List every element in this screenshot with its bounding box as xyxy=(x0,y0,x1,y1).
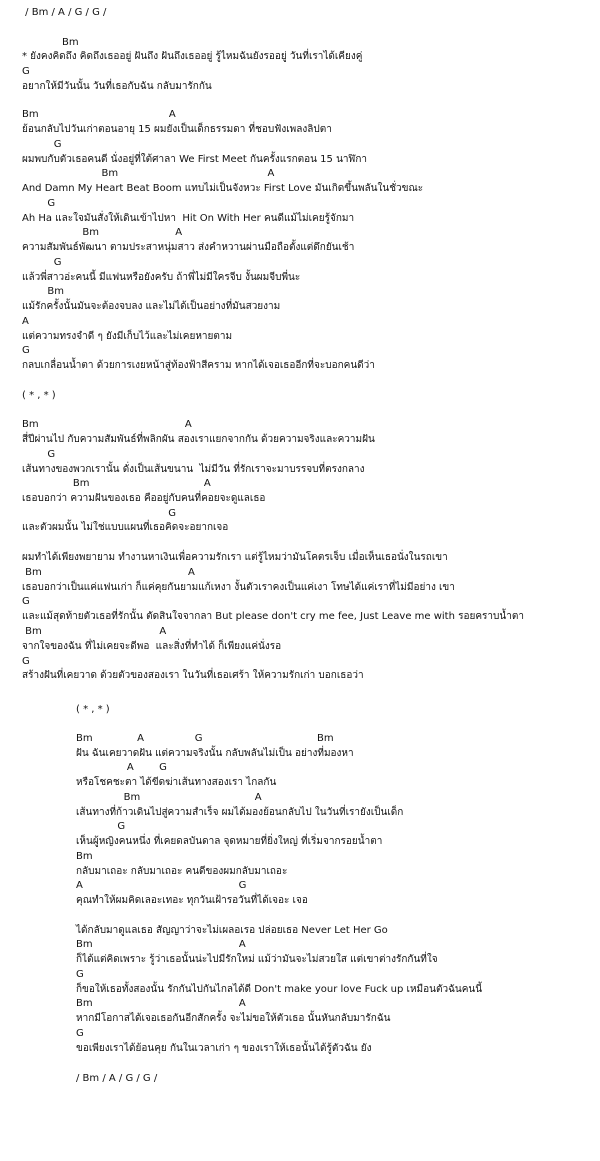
lyric-line: ผมทำได้เพียงพยายาม ทำงานหาเงินเพื่อความรักเรา แต่รู้ไหมว่ามันโคตรเจ็บ เมื่อเห็นเธอนั่งในรถเขา xyxy=(22,552,448,563)
lyric-line: หรือโชคชะตา ได้ขีดฆ่าเส้นทางสองเรา ไกลกัน xyxy=(76,777,277,788)
chord-line: / Bm / A / G / G / xyxy=(22,7,107,18)
lyric-line: ผมพบกับตัวเธอคนดี นั่งอยู่ที่ใต้ศาลา We First Meet กันครั้งแรกตอน 15 นาฬิกา xyxy=(22,154,368,165)
lyric-line: เธอบอกว่าเป็นแค่แฟนเก่า ก็แค่คุยกันยามแก้เหงา งั้นตัวเราคงเป็นแค่เงา โทษได้แค่เราที่ไม่มีอย่าง เขา xyxy=(22,582,455,593)
chord-line: G xyxy=(22,508,176,519)
chord-line: / Bm / A / G / G / xyxy=(76,1073,158,1084)
chord-line: A G xyxy=(76,762,167,773)
lyric-line: และแม้สุดท้ายตัวเธอที่รักนั้น ตัดสินใจจากลา But please don't cry me fee, Just Leave me with รอยคราบน้ำตา xyxy=(22,611,524,622)
lyric-line: * ยังคงคิดถึง คิดถึงเธออยู่ ฝันถึง ฝันถึงเธออยู่ รู้ไหมฉันยังรออยู่ วันที่เราได้เคียงคู่ xyxy=(22,51,363,62)
chord-line: G xyxy=(22,449,56,460)
chord-line: G xyxy=(76,1028,84,1039)
lyric-line: กลบเกลื่อนน้ำตา ด้วยการเงยหน้าสู่ท้องฟ้าสีคราม หากได้เจอเธออีกที่จะบอกคนดีว่า xyxy=(22,360,375,371)
lyric-line: ฝัน ฉันเคยวาดฝัน แต่ความจริงนั้น กลับพลันไม่เป็น อย่างที่มองหา xyxy=(76,748,354,759)
lyric-line: สี่ปีผ่านไป กับความสัมพันธ์ที่พลิกผัน สองเราแยกจากกัน ด้วยความจริงและความฝัน xyxy=(22,434,375,445)
chord-line: G xyxy=(22,345,30,356)
chord-line: Bm A xyxy=(22,567,195,578)
lyric-line: And Damn My Heart Beat Boom แทบไม่เป็นจังหวะ First Love มันเกิดขึ้นพลันในชั่วขณะ xyxy=(22,183,424,194)
lyric-line: กลับมาเถอะ กลับมาเถอะ คนดีของผมกลับมาเถอะ xyxy=(76,866,288,877)
lyric-line: เธอบอกว่า ความฝันของเธอ คืออยู่กับคนที่คอยจะดูแลเธอ xyxy=(22,493,266,504)
lyric-line: สร้างฝันที่เคยวาด ด้วยตัวของสองเรา ในวันที่เธอเศร้า ให้ความรักเก่า บอกเธอว่า xyxy=(22,670,364,681)
chord-line: ( * , * ) xyxy=(76,704,110,715)
chord-line: A G xyxy=(76,880,247,891)
lyric-line: อยากให้มีวันนั้น วันที่เธอกับฉัน กลับมารักกัน xyxy=(22,81,212,92)
chord-line: ( * , * ) xyxy=(22,390,56,401)
chord-line: Bm A xyxy=(22,227,183,238)
chord-line: G xyxy=(22,66,30,77)
lyric-line: หากมีโอกาสได้เจอเธอกันอีกสักครั้ง จะไม่ขอให้ตัวเธอ นั้นหันกลับมารักฉัน xyxy=(76,1013,391,1024)
chord-line: Bm xyxy=(76,851,93,862)
lyric-line: ความสัมพันธ์พัฒนา ตามประสาหนุ่มสาว ส่งคำหวานผ่านมือถือตั้งแต่ดึกยันเช้า xyxy=(22,242,355,253)
lyric-line: เห็นผู้หญิงคนหนึ่ง ที่เคยดลบันดาล จุดหมายที่ยิ่งใหญ่ ที่เริ่มจากรอยน้ำตา xyxy=(76,836,383,847)
lyric-line: เส้นทางที่ก้าวเดินไปสู่ความสำเร็จ ผมได้มองย้อนกลับไป ในวันที่เรายังเป็นเด็ก xyxy=(76,807,404,818)
chord-line: G xyxy=(22,198,56,209)
chord-line: G xyxy=(76,969,84,980)
chord-line: G xyxy=(22,596,30,607)
chord-line: Bm A G Bm xyxy=(76,733,334,744)
chord-line: Bm A xyxy=(22,419,192,430)
chord-line: G xyxy=(22,257,62,268)
chord-line: G xyxy=(76,821,126,832)
lyric-line: แต่ความทรงจำดี ๆ ยังมีเก็บไว้และไม่เคยหายตาม xyxy=(22,331,233,342)
lyric-line: แม้รักครั้งนั้นมันจะต้องจบลง และไม่ได้เป็นอย่างที่มันสวยงาม xyxy=(22,301,281,312)
lyric-line: แล้วพี่สาวอ่ะคนนี้ มีแฟนหรือยังครับ ถ้าพี่ไม่มีใครจีบ งั้นผมจีบพี่นะ xyxy=(22,272,301,283)
chord-line: Bm A xyxy=(22,168,275,179)
lyric-line: และตัวผมนั้น ไม่ใช่แบบแผนที่เธอคิดจะอยากเจอ xyxy=(22,522,229,533)
chord-line: Bm A xyxy=(22,478,211,489)
chord-line: Bm xyxy=(22,286,65,297)
chord-line: Bm A xyxy=(76,792,262,803)
chord-line: Bm A xyxy=(22,109,176,120)
chord-line: Bm A xyxy=(22,626,167,637)
lyric-line: ก็ได้แต่คิดเพราะ รู้ว่าเธอนั้นน่ะไปมีรักใหม่ แม้ว่ามันจะไม่สวยใส แต่เขาต่างรักกันที่ใจ xyxy=(76,954,438,965)
lyric-line: ก็ขอให้เธอทั้งสองนั้น รักกันไปกันไกลได้ดี Don't make your love Fuck up เหมือนตัวฉันคนนี้ xyxy=(76,984,483,995)
chord-line: A xyxy=(22,316,29,327)
lyric-line: ขอเพียงเราได้ย้อนคุย กันในเวลาเก่า ๆ ของเราให้เธอนั้นได้รู้ตัวฉัน ยัง xyxy=(76,1043,372,1054)
chord-line: Bm A xyxy=(76,998,246,1009)
chord-line: Bm A xyxy=(76,939,246,950)
lyric-line: คุณทำให้ผมคิดเลอะเทอะ ทุกวันเฝ้ารอวันที่ได้เจอะ เจอ xyxy=(76,895,308,906)
chord-line: Bm xyxy=(62,37,79,48)
lyric-line: เส้นทางของพวกเรานั้น ดั่งเป็นเส้นขนาน ไม่มีวัน ที่รักเราจะมาบรรจบที่ตรงกลาง xyxy=(22,464,365,475)
lyric-line: ย้อนกลับไปวันเก่าตอนอายุ 15 ผมยังเป็นเด็กธรรมดา ที่ชอบฟังเพลงลิปตา xyxy=(22,124,332,135)
lyric-line: Ah Ha และใจมันสั่งให้เดินเข้าไปหา Hit On With Her คนดีแม้ไม่เคยรู้จักมา xyxy=(22,213,355,224)
chord-line: G xyxy=(22,656,30,667)
lyric-line: ได้กลับมาดูแลเธอ สัญญาว่าจะไม่เผลอเรอ ปล่อยเธอ Never Let Her Go xyxy=(76,925,388,936)
lyric-line: จากใจของฉัน ที่ไม่เคยจะดีพอ และสิ่งที่ทำได้ ก็เพียงแค่นั่งรอ xyxy=(22,641,282,652)
chord-line: G xyxy=(22,139,62,150)
